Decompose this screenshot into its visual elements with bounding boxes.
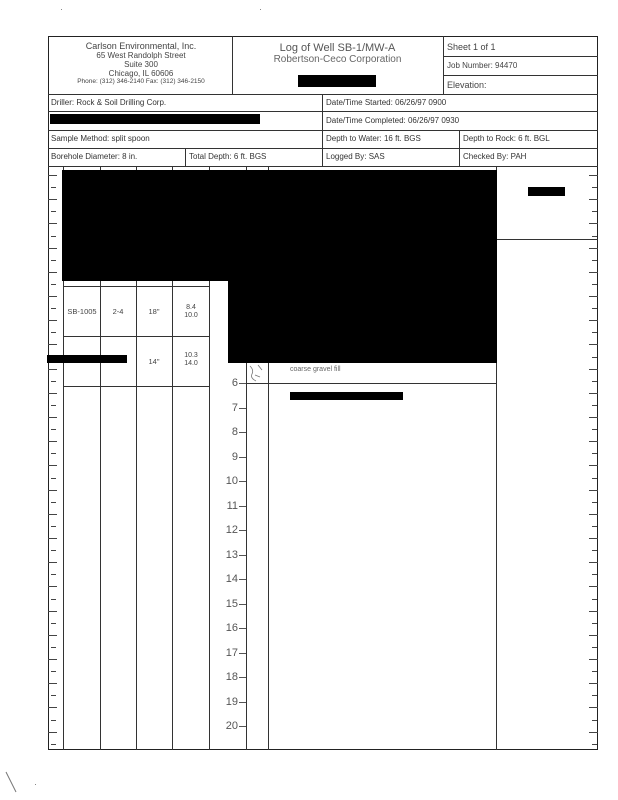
company-suite: Suite 300 [124,60,158,69]
left-tick [48,175,57,176]
right-tick [592,671,597,672]
sheet-label: Sheet 1 of 1 [447,42,496,52]
right-tick [592,744,597,745]
right-tick [589,732,598,733]
right-tick [592,478,597,479]
left-tick [48,490,57,491]
depth-tick-19 [239,702,246,703]
right-tick [589,393,598,394]
info-divider-right [459,130,460,166]
right-tick [589,659,598,660]
info-rule-0 [48,94,598,95]
left-tick [51,332,56,333]
depth-label-10: 10 [225,475,238,487]
right-tick [592,502,597,503]
right-tick [589,611,598,612]
right-tick [592,623,597,624]
header-divider-2 [443,36,444,94]
sample-1-reading: 8.4 10.0 [184,304,198,320]
depth-to-water-field: Depth to Water: 16 ft. BGS [326,134,421,143]
sample-1-recovery: 18" [148,307,160,316]
left-tick [51,405,56,406]
depth-label-20: 20 [225,720,238,732]
right-tick [592,647,597,648]
depth-tick-13 [239,555,246,556]
depth-label-19: 19 [225,695,238,708]
depth-label-17: 17 [225,646,238,659]
right-tick [592,381,597,382]
left-tick [51,478,56,479]
left-tick [48,514,57,515]
right-tick [592,599,597,600]
depth-tick-8 [239,432,246,433]
left-tick [51,647,56,648]
right-tick [592,429,597,430]
header-rule-right-1 [443,56,598,57]
left-tick [51,429,56,430]
left-tick [48,732,57,733]
sample-1-id: SB-1005 [67,307,97,316]
depth-tick-6 [239,383,246,384]
redaction-middle-block [228,280,497,363]
right-tick [589,586,598,587]
checked-by-field: Checked By: PAH [463,152,527,161]
well-header-rule [496,239,598,240]
info-divider-bottom [185,148,186,166]
depth-label-9: 9 [231,450,238,463]
log-title: Log of Well SB-1/MW-A [279,42,396,54]
depth-label-13: 13 [225,548,238,561]
info-rule-4 [48,166,598,167]
left-tick [51,599,56,600]
borehole-diameter-field: Borehole Diameter: 8 in. [51,152,138,161]
right-tick [592,405,597,406]
left-tick [48,369,57,370]
sample-method-field: Sample Method: split spoon [51,134,150,143]
left-tick [48,683,57,684]
scan-speck-3 [35,784,36,785]
depth-tick-9 [239,457,246,458]
sample-row-rule-2 [63,336,209,337]
right-tick [592,453,597,454]
right-tick [592,332,597,333]
company-name: Carlson Environmental, Inc. [85,41,197,51]
right-tick [589,272,598,273]
left-tick [51,526,56,527]
depth-tick-20 [239,726,246,727]
scan-speck-2 [260,9,261,10]
left-tick [48,393,57,394]
redaction-info [50,114,260,124]
redaction-well-label [528,187,565,196]
left-tick [51,453,56,454]
sample-2-recovery: 14" [148,357,160,366]
date-started-field: Date/Time Started: 06/26/97 0900 [326,98,447,107]
left-tick [51,623,56,624]
left-tick [51,211,56,212]
right-tick [589,635,598,636]
depth-tick-16 [239,628,246,629]
lithology-description: coarse gravel fill [290,366,341,373]
depth-tick-10 [239,481,246,482]
left-tick [51,284,56,285]
company-city: Chicago, IL 60606 [108,69,174,78]
right-tick [589,369,598,370]
left-tick [48,562,57,563]
left-tick [51,502,56,503]
left-tick [48,611,57,612]
right-tick [589,490,598,491]
left-tick [48,707,57,708]
left-tick [48,659,57,660]
depth-label-8: 8 [231,426,238,438]
right-tick [589,248,598,249]
description-rule [246,383,496,384]
info-rule-2 [48,130,598,131]
right-tick [592,357,597,358]
right-tick [589,199,598,200]
company-street: 65 West Randolph Street [96,51,186,60]
depth-tick-17 [239,653,246,654]
sample-row-rule-1 [63,286,209,287]
scan-artifact [2,770,22,795]
depth-tick-18 [239,677,246,678]
depth-label-6: 6 [231,377,238,389]
lithology-symbol [246,362,268,384]
left-tick [48,296,57,297]
right-tick [592,211,597,212]
left-tick [48,417,57,418]
right-tick [589,175,598,176]
right-tick [589,296,598,297]
left-tick [51,695,56,696]
depth-label-14: 14 [225,573,238,585]
driller-field: Driller: Rock & Soil Drilling Corp. [51,98,167,107]
right-tick [589,562,598,563]
depth-label-11: 11 [226,499,238,512]
depth-tick-11 [239,506,246,507]
redaction-header [298,75,376,87]
right-tick [589,441,598,442]
left-tick [48,248,57,249]
depth-label-15: 15 [225,597,238,610]
left-tick [48,586,57,587]
left-tick [51,236,56,237]
left-tick [51,308,56,309]
elevation-label: Elevation: [447,80,487,90]
left-tick [48,538,57,539]
right-tick [589,223,598,224]
left-tick [48,223,57,224]
client-name: Robertson-Ceco Corporation [273,54,402,65]
right-tick [592,574,597,575]
left-tick [51,381,56,382]
depth-to-rock-field: Depth to Rock: 6 ft. BGL [463,134,550,143]
right-tick [592,695,597,696]
sample-row-rule-3 [63,386,209,387]
right-tick [589,683,598,684]
redaction-upper-block [62,170,497,281]
redaction-description [290,392,403,400]
right-tick [592,308,597,309]
sample-2-reading: 10.3 14.0 [184,352,198,368]
depth-label-7: 7 [231,401,238,414]
left-tick [48,199,57,200]
job-number: Job Number: 94470 [447,61,518,70]
left-tick [51,574,56,575]
left-tick [48,344,57,345]
redaction-sample-id [47,355,127,363]
depth-tick-14 [239,579,246,580]
left-tick [51,720,56,721]
right-tick [592,284,597,285]
right-tick [589,344,598,345]
left-tick [48,272,57,273]
right-tick [592,187,597,188]
left-tick [51,260,56,261]
right-tick [592,260,597,261]
left-tick [51,744,56,745]
logged-by-field: Logged By: SAS [326,152,385,161]
depth-tick-15 [239,604,246,605]
left-tick [48,441,57,442]
right-tick [592,720,597,721]
left-tick [51,550,56,551]
right-tick [592,526,597,527]
right-tick [592,550,597,551]
right-tick [589,707,598,708]
date-completed-field: Date/Time Completed: 06/26/97 0930 [326,116,460,125]
depth-label-18: 18 [225,671,238,683]
sample-1-interval: 2-4 [112,307,124,316]
depth-label-16: 16 [225,622,238,634]
company-phone-fax: Phone: (312) 346-2140 Fax: (312) 346-2150 [77,78,205,85]
left-tick [48,635,57,636]
left-tick [51,187,56,188]
right-tick [589,417,598,418]
left-tick [48,320,57,321]
right-tick [589,514,598,515]
info-divider-mid [322,94,323,166]
left-tick [48,465,57,466]
info-rule-1 [48,111,598,112]
depth-tick-7 [239,408,246,409]
scan-speck-1 [61,9,62,10]
depth-tick-12 [239,530,246,531]
header-rule-right-2 [443,75,598,76]
left-tick [51,671,56,672]
depth-label-12: 12 [225,524,238,536]
right-tick [589,320,598,321]
right-tick [589,538,598,539]
total-depth-field: Total Depth: 6 ft. BGS [189,152,267,161]
right-tick [589,465,598,466]
info-rule-3 [48,148,598,149]
right-tick [592,236,597,237]
